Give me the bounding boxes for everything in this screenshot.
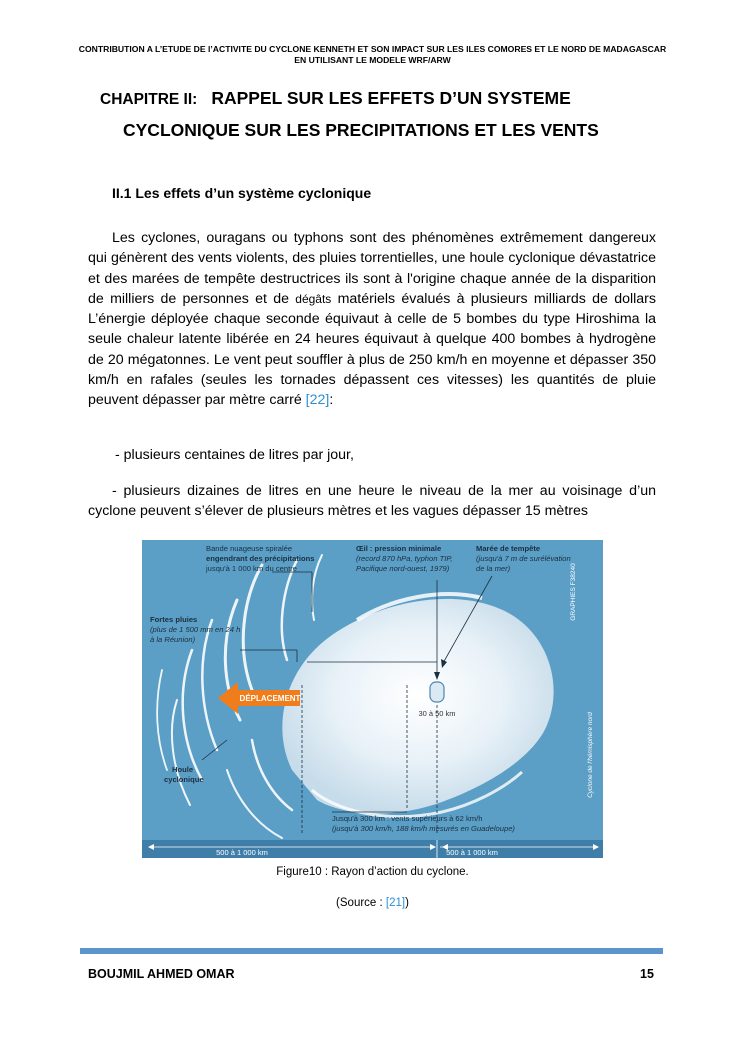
winds-label-1: Jusqu'à 300 km : vents supérieurs à 62 km/h <box>332 814 483 823</box>
paragraph-1: Les cyclones, ouragans ou typhons sont des phénomènes extrêmement dangereux qui génèrent des vents violents, des pluies torrentielles, une houle cyclonique dévastatrice et des marées de tempête destructrices ils sont à l'origine chaque année de la disparition de milliers de personnes et de dégâts matériels évalués à plusieurs milliards de dollars L’énergie déployée chaque seconde équivaut à celle de 5 bombes du type Hiroshima la seule chaleur latente libérée en 24 heures équivaut à quelque 400 bombes à hydrogène de 20 mégatonnes. Le vent peut souffler à plus de 250 km/h en moyenne et dépasser 350 km/h en rafales (seules les tornades dépassent ces vitesses) les quantités de pluie peuvent dépasser par mètre carré [22]: <box>88 230 656 409</box>
footer-rule <box>80 948 663 954</box>
paragraph-2: - plusieurs dizaines de litres en une heure le niveau de la mer au voisinage d’un cyclone peuvent s’élever de plusieurs mètres et les vagues dépasser 15 mètres <box>88 483 656 520</box>
bands-label-3: jusqu'à 1 000 km du centre <box>206 564 297 573</box>
eye-label-2: (record 870 hPa, typhon TIP, <box>356 554 453 563</box>
surge-label-1: Marée de tempête <box>476 544 541 553</box>
eye-label-3: Pacifique nord-ouest, 1979) <box>356 564 450 573</box>
bullet-1: - plusieurs centaines de litres par jour, <box>115 447 354 463</box>
swell-label-2: cyclonique <box>164 775 204 784</box>
section-heading <box>112 185 371 201</box>
distance-scale <box>142 840 603 858</box>
cyclone-figure <box>142 540 603 858</box>
cyclone-eye <box>430 682 444 702</box>
page-number: 15 <box>640 967 654 981</box>
section-title: Les effets d’un système cyclonique <box>135 185 372 201</box>
distance-left: 500 à 1 000 km <box>216 848 268 857</box>
small-word: dégâts <box>295 291 332 306</box>
section-number: II.1 <box>112 185 132 201</box>
bands-label-1: Bande nuageuse spiralée <box>206 544 293 553</box>
source-citation-link[interactable]: [21] <box>385 897 406 909</box>
distance-right: 500 à 1 000 km <box>446 848 498 857</box>
header-line-2: EN UTILISANT LE MODELE WRF/ARW <box>294 55 451 65</box>
rain-label-2: (plus de 1 500 mm en 24 h <box>150 625 241 634</box>
running-header <box>60 44 685 66</box>
citation-link[interactable]: [22] <box>305 392 330 409</box>
footer-author: BOUJMIL AHMED OMAR <box>88 967 235 981</box>
winds-label-2: (jusqu'à 300 km/h, 188 km/h mesurés en Guadeloupe) <box>332 824 515 833</box>
header-line-1: CONTRIBUTION A L’ETUDE DE l’ACTIVITE DU CYCLONE KENNETH ET SON IMPACT SUR LES ILES COMORES ET LE NORD DE MADAGASCAR <box>78 44 667 54</box>
cyclone-illustration <box>142 540 603 858</box>
figure-source: (Source : [21]) <box>336 897 409 909</box>
chapter-heading <box>100 88 571 109</box>
hemisphere-note: Cyclone de l'hémisphère nord <box>587 712 594 798</box>
rain-label-1: Fortes pluies <box>150 615 198 624</box>
figure-credit: GRAPHIES F38240 <box>570 563 577 621</box>
figure-caption: Figure10 : Rayon d’action du cyclone. <box>276 866 469 878</box>
rain-label-3: à la Réunion) <box>150 635 196 644</box>
eye-size-label: 30 à 50 km <box>418 709 456 718</box>
surge-label-3: de la mer) <box>476 564 511 573</box>
chapter-title-line-2: CYCLONIQUE SUR LES PRECIPITATIONS ET LES VENTS <box>123 120 599 140</box>
chapter-label: CHAPITRE II: <box>100 91 198 108</box>
bands-label-2: engendrant des précipitations <box>206 554 315 563</box>
swell-label-1: Houle <box>172 765 194 774</box>
surge-label-2: (jusqu'à 7 m de surélévation <box>476 554 571 563</box>
movement-label: DÉPLACEMENT <box>239 694 301 703</box>
eye-label-1: Œil : pression minimale <box>356 544 442 553</box>
chapter-title-line-1: RAPPEL SUR LES EFFETS D’UN SYSTEME <box>211 88 571 108</box>
